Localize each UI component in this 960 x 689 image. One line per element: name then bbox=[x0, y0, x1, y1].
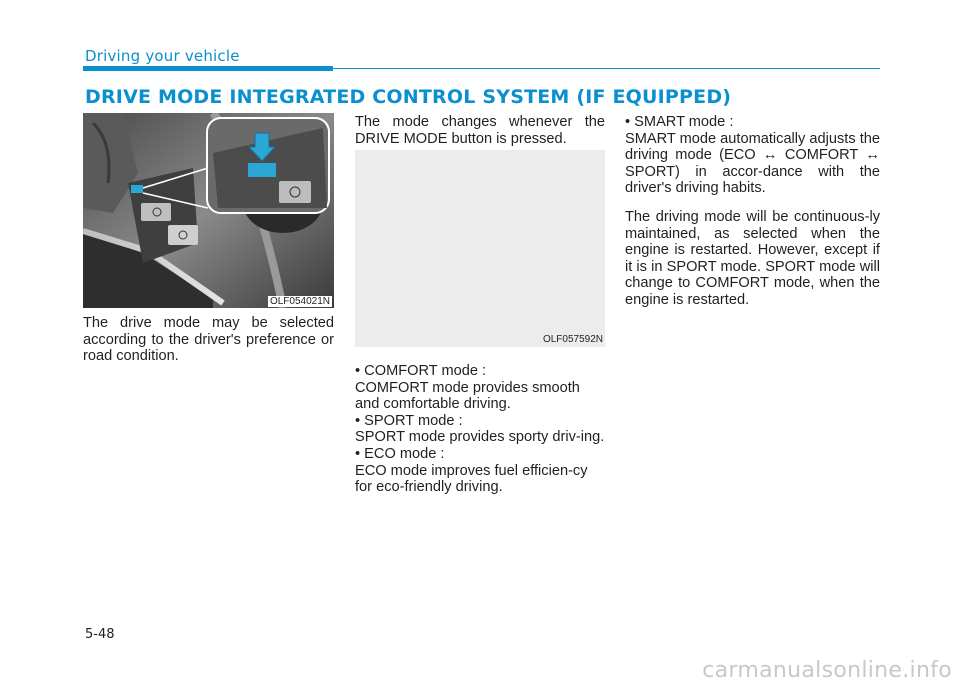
mode-label-eco: • ECO mode : bbox=[355, 445, 445, 462]
mode-label-smart: • SMART mode : bbox=[625, 114, 734, 130]
mode-description-eco: ECO mode improves fuel efficien-cy for eco-friendly driving. bbox=[355, 462, 588, 496]
mode-list bbox=[355, 363, 605, 496]
restart-note-paragraph: The driving mode will be continuous-ly maintained, as selected when the engine is restarted. However, except if it is in SPORT mode. SPORT mode will change to COMFORT mode, when the engine is restarted. bbox=[625, 208, 880, 308]
figure-code: OLF057592N bbox=[542, 334, 603, 345]
figure-code: OLF054021N bbox=[269, 296, 330, 307]
page-number: 5-48 bbox=[85, 627, 115, 642]
mode-description-comfort: COMFORT mode provides smooth and comfortable driving. bbox=[355, 379, 580, 413]
mode-label-comfort: • COMFORT mode : bbox=[355, 363, 487, 379]
page-title: DRIVE MODE INTEGRATED CONTROL SYSTEM (IF EQUIPPED) bbox=[85, 86, 732, 108]
console-illustration bbox=[83, 113, 334, 308]
mode-display-figure bbox=[355, 150, 605, 347]
left-column bbox=[83, 315, 334, 365]
section-label: Driving your vehicle bbox=[85, 47, 240, 65]
right-column bbox=[625, 114, 880, 309]
middle-column-intro bbox=[355, 114, 605, 147]
watermark: carmanualsonline.info bbox=[702, 658, 952, 683]
mode-change-paragraph: The mode changes whenever the DRIVE MODE button is pressed. bbox=[355, 114, 605, 147]
mode-description-smart: SMART mode automatically adjusts the driving mode (ECO ↔ COMFORT ↔ SPORT) in accor-dance with the driver's driving habits. bbox=[625, 130, 880, 197]
header-rule-thin bbox=[333, 68, 880, 69]
intro-paragraph: The drive mode may be selected according to the driver's preference or road condition. bbox=[83, 315, 334, 365]
console-photo bbox=[83, 113, 334, 308]
mode-label-sport: • SPORT mode : bbox=[355, 412, 463, 429]
header-rule-thick bbox=[83, 66, 333, 71]
mode-description-sport: SPORT mode provides sporty driv-ing. bbox=[355, 429, 605, 446]
